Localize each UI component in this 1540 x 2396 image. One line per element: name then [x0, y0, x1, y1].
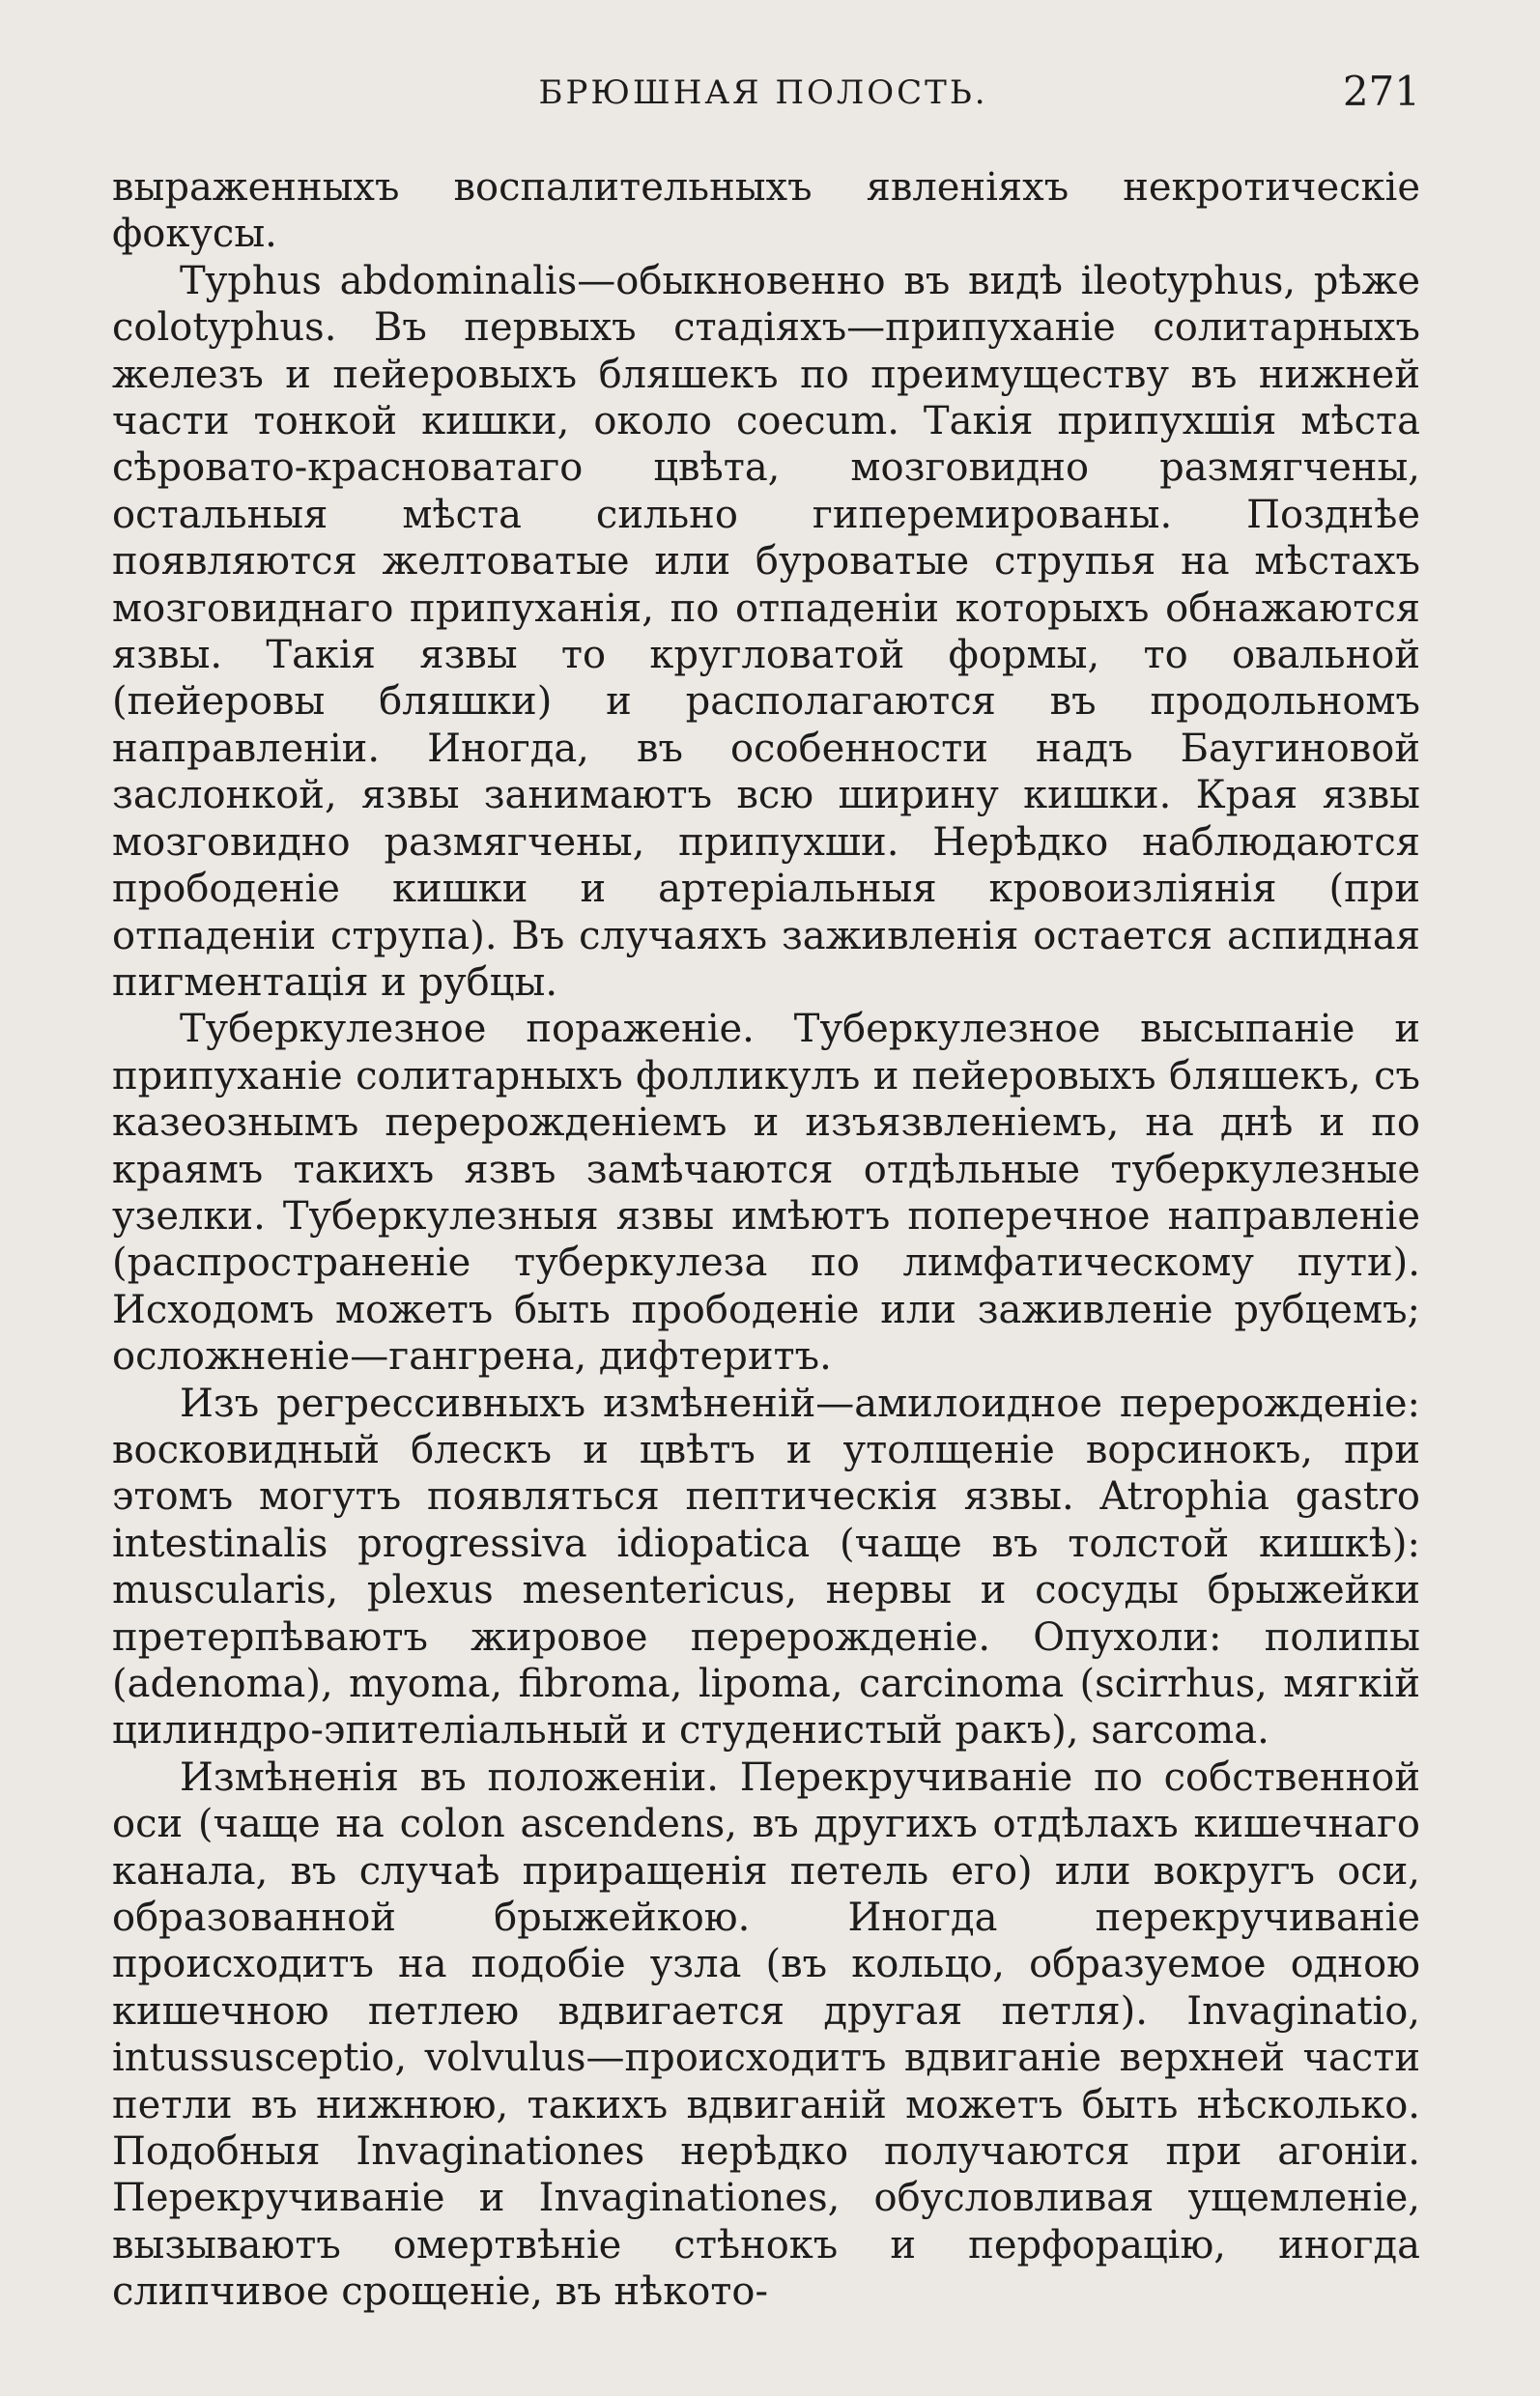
paragraph-typhus: Typhus abdominalis—обыкновенно въ видѣ ileotyphus, рѣже colotyphus. Въ первыхъ стадіяхъ—припуханіе солитарныхъ железъ и пейеровыхъ бляшекъ по преимуществу въ нижней части тонкой кишки, около coecum. Такія припухшія мѣста сѣровато-красноватаго цвѣта, мозговидно размягчены, остальныя мѣста сильно гиперемированы. Позднѣе появляются желтоватые или буроватые струпья на мѣстахъ мозговиднаго припуханія, по отпаденіи которыхъ обнажаются язвы. Такія язвы то кругловатой формы, то овальной (пейеровы бляшки) и располагаются въ продольномъ направленіи. Иногда, въ особенности надъ Баугиновой заслонкой, язвы занимаютъ всю ширину кишки. Края язвы мозговидно размягчены, припухши. Нерѣдко наблюдаются прободеніе кишки и артеріальныя кровоизліянія (при отпаденіи струпа). Въ случаяхъ заживленія остается аспидная пигментація и рубцы.	[112, 258, 1420, 1005]
page-header	[106, 68, 1420, 126]
page-body	[112, 164, 1420, 2316]
paragraph-position-changes: Измѣненія въ положеніи. Перекручиваніе по собственной оси (чаще на colon ascendens, въ другихъ отдѣлахъ кишечнаго канала, въ случаѣ приращенія петель его) или вокругъ оси, образованной брыжейкою. Иногда перекручиваніе происходитъ на подобіе узла (въ кольцо, образуемое одною кишечною петлею вдвигается другая петля). Invaginatio, intussusceptio, volvulus—происходитъ вдвиганіе верхней части петли въ нижнюю, такихъ вдвиганій можетъ быть нѣсколько. Подобныя Invaginationes нерѣдко получаются при агоніи. Перекручиваніе и Invaginationes, обусловливая ущемленіе, вызываютъ омертвѣніе стѣнокъ и перфорацію, иногда слипчивое срощеніе, въ нѣкото-	[112, 1754, 1420, 2315]
running-head: БРЮШНАЯ ПОЛОСТЬ.	[538, 73, 988, 112]
page-number: 271	[1342, 68, 1420, 115]
paragraph-regressive-changes: Изъ регрессивныхъ измѣненій—амилоидное перерожденіе: восковидный блескъ и цвѣтъ и утолщеніе ворсинокъ, при этомъ могутъ появляться пептическія язвы. Atrophia gastro intestinalis progressiva idiopatica (чаще въ толстой кишкѣ): muscularis, plexus mesentericus, нервы и сосуды брыжейки претерпѣваютъ жировое перерожденіе. Опухоли: полипы (adenoma), myoma, fibroma, lipoma, carcinoma (scirrhus, мягкій цилиндро-эпителіальный и студенистый ракъ), sarcoma.	[112, 1381, 1420, 1754]
paragraph-tuberculosis: Туберкулезное пораженіе. Туберкулезное высыпаніе и припуханіе солитарныхъ фолликулъ и пейеровыхъ бляшекъ, съ казеознымъ перерожденіемъ и изъязвленіемъ, на днѣ и по краямъ такихъ язвъ замѣчаются отдѣльные туберкулезные узелки. Туберкулезныя язвы имѣютъ поперечное направленіе (распространеніе туберкулеза по лимфатическому пути). Исходомъ можетъ быть прободеніе или заживленіе рубцемъ; осложненіе—гангрена, дифтеритъ.	[112, 1007, 1420, 1380]
paragraph-continuation: выраженныхъ воспалительныхъ явленіяхъ некротическіе фокусы.	[112, 165, 1420, 257]
